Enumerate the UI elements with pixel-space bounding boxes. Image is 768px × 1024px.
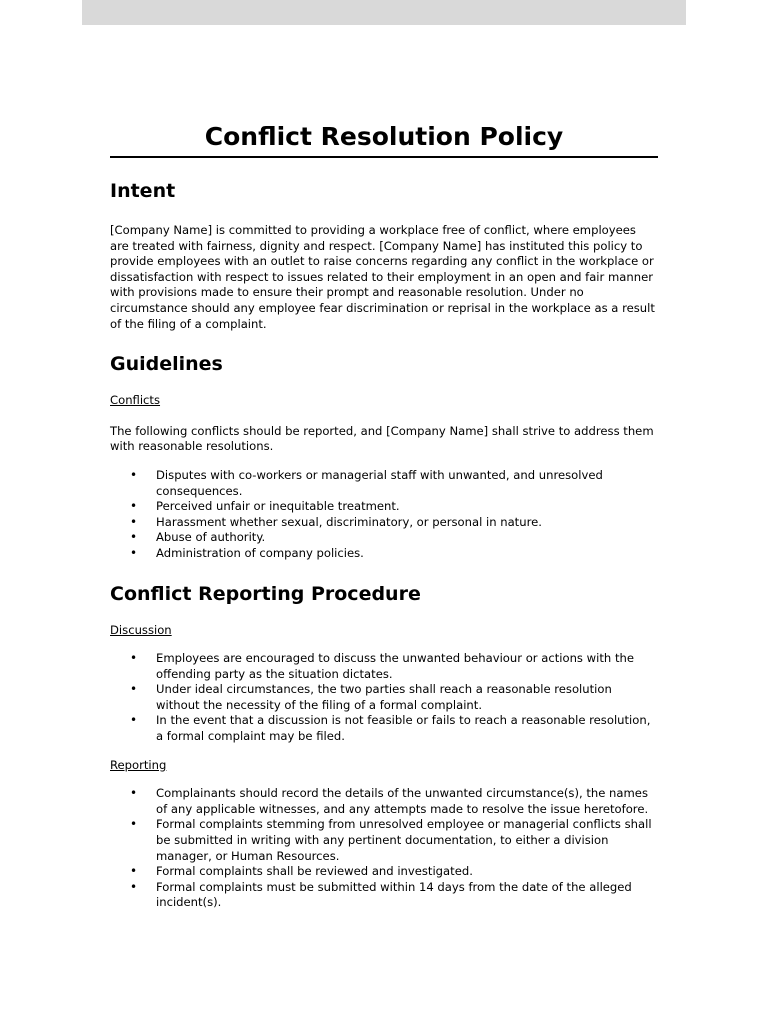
list-item-text: Administration of company policies. <box>156 545 364 560</box>
bullet-icon: • <box>130 467 138 482</box>
list-item-text: Formal complaints must be submitted within 14 days from the date of the alleged incident(s). <box>156 879 632 910</box>
list-item <box>110 713 658 744</box>
list-item-text: Harassment whether sexual, discriminatory, or personal in nature. <box>156 514 542 529</box>
list-item-text: Under ideal circumstances, the two parties shall reach a reasonable resolution without the necessity of the filing of a formal complaint. <box>156 682 612 712</box>
bullet-icon: • <box>130 817 138 832</box>
list-item <box>110 651 658 682</box>
list-item <box>110 546 658 562</box>
bullet-icon: • <box>130 786 138 801</box>
list-item <box>110 530 658 546</box>
list-item <box>110 468 658 499</box>
list-item-text: Formal complaints stemming from unresolved employee or managerial conflicts shall be submitted in writing with any pertinent documentation, to either a division manager, or Human Resources. <box>156 817 652 863</box>
list-item-text: Complainants should record the details of the unwanted circumstance(s), the names of any applicable witnesses, and any attempts made to resolve the issue heretofore. <box>156 786 649 816</box>
bullet-icon: • <box>130 713 138 728</box>
subheading-conflicts: Conflicts <box>110 393 161 408</box>
bullet-icon: • <box>130 864 138 879</box>
conflicts-paragraph: The following conflicts should be reported, and [Company Name] shall strive to address them with reasonable resolutions. <box>110 423 654 454</box>
page-header-bar <box>82 0 686 25</box>
list-item <box>110 817 658 864</box>
list-item-text: In the event that a discussion is not feasible or fails to reach a reasonable resolution, a formal complaint may be filed. <box>156 713 651 744</box>
bullet-icon: • <box>130 651 138 666</box>
discussion-list <box>110 651 658 745</box>
conflicts-list <box>110 468 658 562</box>
subheading-discussion: Discussion <box>110 622 172 637</box>
list-item <box>110 880 658 911</box>
section-heading-procedure: Conflict Reporting Procedure <box>110 582 421 605</box>
list-item <box>110 682 658 713</box>
bullet-icon: • <box>130 499 138 514</box>
list-item <box>110 864 658 880</box>
document-page <box>110 120 658 911</box>
subheading-reporting: Reporting <box>110 757 167 772</box>
reporting-list <box>110 786 658 911</box>
list-item-text: Disputes with co-workers or managerial staff with unwanted, and unresolved consequences. <box>156 467 603 498</box>
document-title: Conflict Resolution Policy <box>110 120 658 158</box>
section-heading-guidelines: Guidelines <box>110 353 223 376</box>
list-item <box>110 515 658 531</box>
list-item-text: Perceived unfair or inequitable treatment. <box>156 499 400 514</box>
list-item <box>110 786 658 817</box>
list-item-text: Formal complaints shall be reviewed and investigated. <box>156 864 473 879</box>
list-item <box>110 499 658 515</box>
bullet-icon: • <box>130 879 138 894</box>
list-item-text: Abuse of authority. <box>156 530 266 545</box>
bullet-icon: • <box>130 530 138 545</box>
bullet-icon: • <box>130 514 138 529</box>
bullet-icon: • <box>130 682 138 697</box>
intent-paragraph: [Company Name] is committed to providing a workplace free of conflict, where employees are treated with fairness, dignity and respect. [Company Name] has instituted this policy to provide employees with an outlet to raise concerns regarding any conflict in the workplace or dissatisfaction with respect to issues related to their employment in an open and fair manner with provisions made to ensure their prompt and reasonable resolution. Under no circumstance should any employee fear discrimination or reprisal in the workplace as a result of the filing of a complaint. <box>110 223 655 331</box>
section-heading-intent: Intent <box>110 180 176 202</box>
bullet-icon: • <box>130 545 138 560</box>
list-item-text: Employees are encouraged to discuss the unwanted behaviour or actions with the offending party as the situation dictates. <box>156 651 634 681</box>
